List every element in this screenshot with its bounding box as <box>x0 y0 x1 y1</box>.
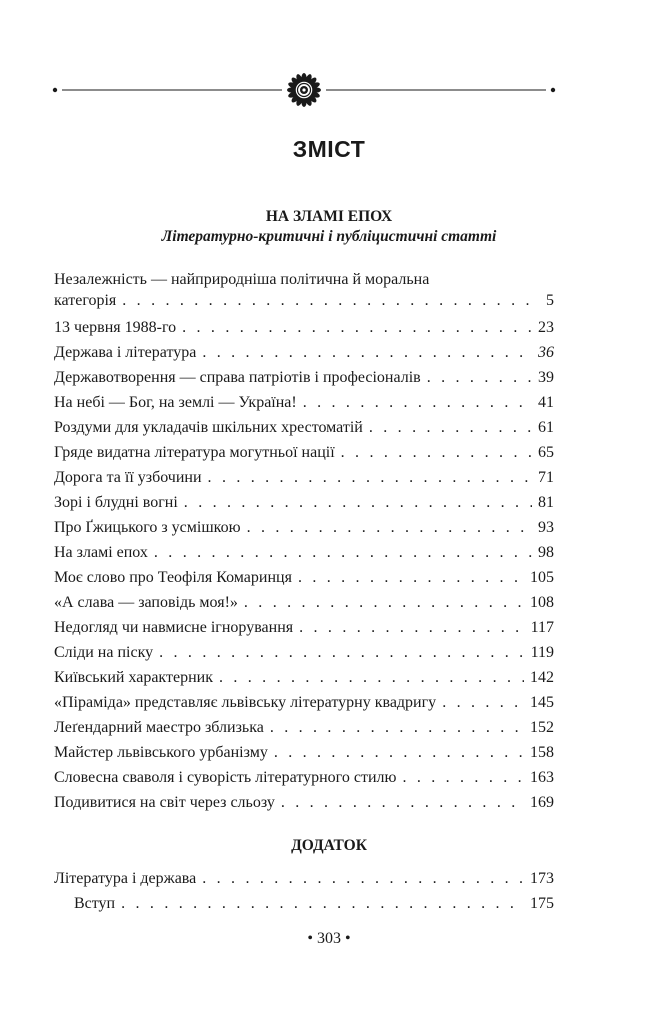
toc-entry-title: Моє слово про Теофіля Комаринця <box>54 569 292 586</box>
toc-entry-title: Київський характерник <box>54 669 213 686</box>
toc-entry[interactable] <box>54 665 554 690</box>
toc-entry[interactable] <box>54 590 554 615</box>
toc-entry[interactable] <box>54 690 554 715</box>
toc-entry-page: 117 <box>530 619 554 636</box>
toc-entry[interactable] <box>54 390 554 415</box>
dot-leader <box>281 790 524 815</box>
toc-entry-page: 65 <box>538 444 554 461</box>
toc-entry-page: 175 <box>530 895 554 912</box>
toc-entry-page: 158 <box>530 744 554 761</box>
header-ornament <box>52 72 556 108</box>
toc-entry[interactable] <box>54 866 554 891</box>
dot-leader <box>159 640 524 665</box>
page-title: ЗМІСТ <box>292 136 366 162</box>
dot-leader <box>121 891 524 916</box>
toc-entry[interactable] <box>54 315 554 340</box>
toc-list <box>54 270 554 815</box>
toc-entry-title: Держава і література <box>54 344 197 361</box>
toc-entry-title: категорія <box>54 292 117 309</box>
toc-entry-title: Подивитися на світ через сльозу <box>54 794 275 811</box>
sunflower-ornament-icon <box>52 72 556 108</box>
toc-entry-page: 142 <box>530 669 554 686</box>
toc-entry-title: Дорога та її узбочини <box>54 469 202 486</box>
toc-entry-page: 173 <box>530 870 554 887</box>
toc-entry-page: 169 <box>530 794 554 811</box>
dot-leader <box>299 615 524 640</box>
toc-entry-page: 163 <box>530 769 554 786</box>
toc-entry[interactable] <box>54 440 554 465</box>
appendix-list <box>54 866 554 916</box>
toc-entry[interactable] <box>54 365 554 390</box>
toc-entry[interactable] <box>54 790 554 815</box>
toc-entry-page: 93 <box>538 519 554 536</box>
toc-entry-title: Майстер львівського урбанізму <box>54 744 268 761</box>
toc-entry[interactable] <box>54 765 554 790</box>
toc-entry-title: Державотворення — справа патріотів і професіоналів <box>54 369 421 386</box>
toc-entry-page: 98 <box>538 544 554 561</box>
toc-entry[interactable] <box>54 615 554 640</box>
toc-entry-title: Сліди на піску <box>54 644 154 661</box>
dot-leader <box>298 565 524 590</box>
toc-entry-page: 39 <box>538 369 554 386</box>
toc-entry-page: 81 <box>538 494 554 511</box>
dot-leader <box>122 290 540 312</box>
toc-entry[interactable] <box>54 565 554 590</box>
dot-leader <box>202 340 532 365</box>
toc-entry-title: Словесна сваволя і суворість літературного стилю <box>54 769 397 786</box>
toc-entry[interactable] <box>54 270 554 315</box>
toc-entry-page: 119 <box>530 644 554 661</box>
toc-entry-title: Про Ґжицького з усмішкою <box>54 519 241 536</box>
toc-entry-page: 61 <box>538 419 554 436</box>
toc-entry-title: 13 червня 1988-го <box>54 319 177 336</box>
section-title: НА ЗЛАМІ ЕПОХ <box>265 208 393 225</box>
toc-entry-page: 5 <box>546 292 554 309</box>
section-heading <box>0 207 658 247</box>
toc-entry-title: Роздуми для укладачів шкільних хрестоматій <box>54 419 363 436</box>
toc-entry-page: 36 <box>538 344 554 361</box>
toc-entry-title: Незалежність — найприродніша політична й моральна <box>54 271 430 288</box>
dot-leader <box>247 515 532 540</box>
toc-entry[interactable] <box>54 415 554 440</box>
page-number: • 303 • <box>307 930 351 947</box>
toc-entry[interactable] <box>54 465 554 490</box>
toc-entry[interactable] <box>54 740 554 765</box>
toc-entry-page: 145 <box>530 694 554 711</box>
toc-entry[interactable] <box>54 715 554 740</box>
toc-entry-page: 105 <box>530 569 554 586</box>
toc-entry-page: 108 <box>530 594 554 611</box>
toc-entry-title: «А слава — заповідь моя!» <box>54 594 238 611</box>
dot-leader <box>154 540 532 565</box>
dot-leader <box>303 390 532 415</box>
toc-entry-title: Леґендарний маестро зблизька <box>54 719 264 736</box>
dot-leader <box>341 440 532 465</box>
toc-entry-page: 23 <box>538 319 554 336</box>
toc-entry[interactable] <box>54 640 554 665</box>
toc-entry-page: 71 <box>538 469 554 486</box>
dot-leader <box>208 465 532 490</box>
toc-entry[interactable] <box>54 340 554 365</box>
dot-leader <box>427 365 532 390</box>
toc-entry[interactable] <box>54 540 554 565</box>
toc-entry-title: На зламі епох <box>54 544 148 561</box>
section-subtitle: Літературно-критичні і публіцистичні статті <box>161 228 497 245</box>
toc-entry-page: 152 <box>530 719 554 736</box>
dot-leader <box>244 590 524 615</box>
toc-entry-title: Недогляд чи навмисне ігнорування <box>54 619 294 636</box>
toc-entry-title: Література і держава <box>54 870 197 887</box>
toc-entry-title: Зорі і блудні вогні <box>54 494 178 511</box>
toc-entry-title: На небі — Бог, на землі — Україна! <box>54 394 297 411</box>
toc-entry-title: Гряде видатна література могутньої нації <box>54 444 335 461</box>
dot-leader <box>442 690 524 715</box>
dot-leader <box>184 490 532 515</box>
dot-leader <box>270 715 524 740</box>
dot-leader <box>274 740 524 765</box>
toc-entry[interactable] <box>54 515 554 540</box>
dot-leader <box>219 665 524 690</box>
dot-leader <box>369 415 532 440</box>
dot-leader <box>402 765 524 790</box>
dot-leader <box>182 315 532 340</box>
toc-entry-page: 41 <box>538 394 554 411</box>
toc-entry-title: «Піраміда» представляє львівську літературну квадригу <box>54 694 437 711</box>
appendix-title: ДОДАТОК <box>291 837 367 854</box>
toc-entry-title: Вступ <box>74 895 116 912</box>
dot-leader <box>202 866 524 891</box>
toc-entry[interactable] <box>54 490 554 515</box>
toc-entry[interactable] <box>54 891 554 916</box>
